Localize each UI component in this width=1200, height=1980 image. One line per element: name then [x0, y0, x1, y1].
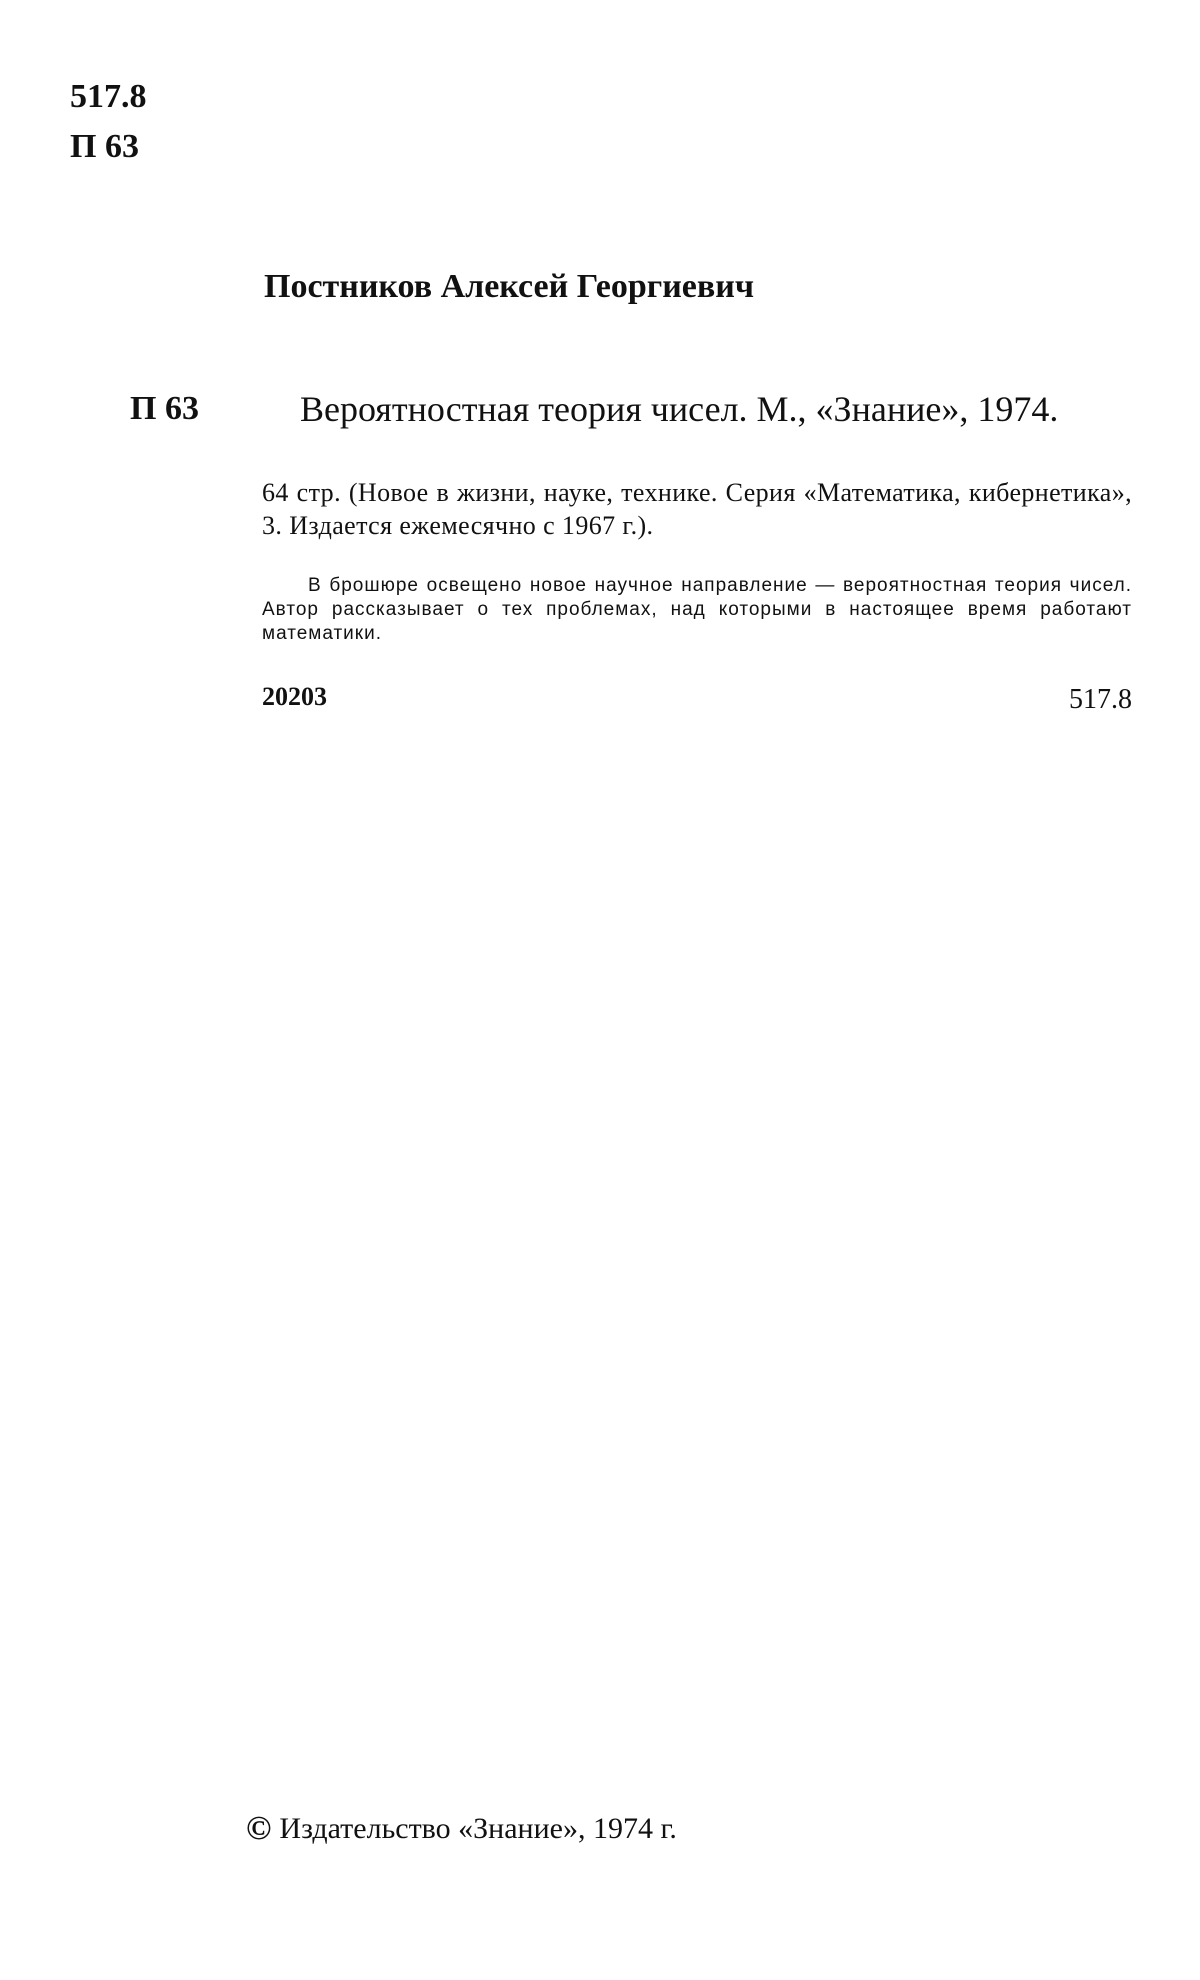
author-mark: П 63: [70, 128, 139, 165]
bibliographic-details: 64 стр. (Новое в жизни, науке, технике. Серия «Математика, кибернетика», 3. Издается ежемесячно с 1967 г.).: [262, 478, 1132, 540]
author-name: Постников Алексей Георгиевич: [264, 268, 755, 305]
udc-number: 517.8: [70, 78, 147, 115]
catalog-code-left: 20203: [262, 682, 327, 711]
abstract-text: В брошюре освещено новое научное направление — вероятностная теория чисел. Автор рассказывает о тех проблемах, над которыми в настоящее время работают математики.: [262, 575, 1132, 644]
catalog-code-right: 517.8: [1069, 684, 1132, 715]
copyright-line: [246, 1812, 677, 1846]
copyright-text: Издательство «Знание», 1974 г.: [279, 1812, 677, 1845]
copyright-icon: ©: [246, 1810, 272, 1847]
entry-code: П 63: [130, 390, 199, 427]
udc-classification: [70, 72, 147, 172]
bibliographic-title: Вероятностная теория чисел. М., «Знание», 1974.: [300, 389, 1059, 429]
